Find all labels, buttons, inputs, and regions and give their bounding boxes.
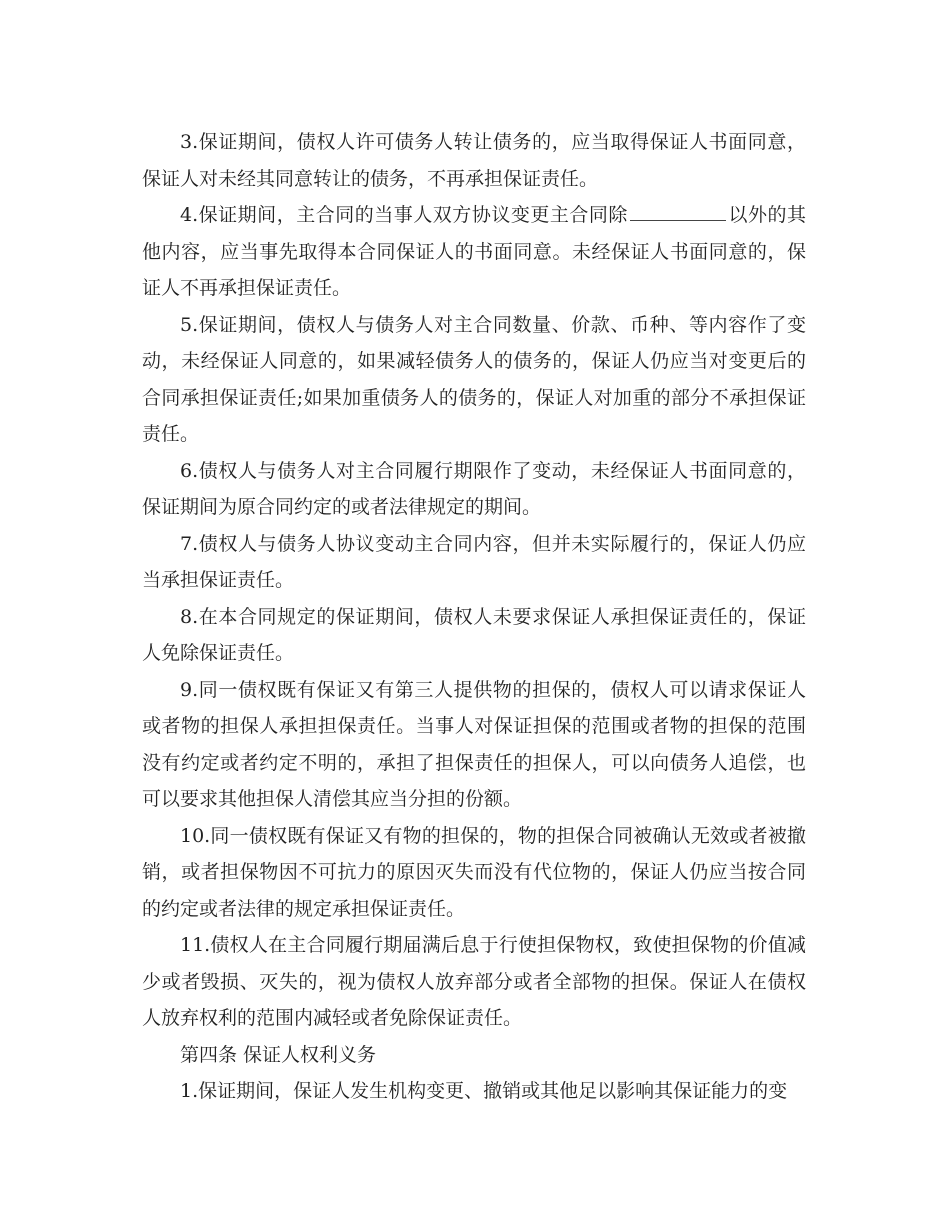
clause-7: 7.债权人与债务人协议变动主合同内容，但并未实际履行的，保证人仍应当承担保证责任。	[142, 532, 806, 591]
fill-in-blank	[630, 219, 726, 221]
clause-4-part-1: 4.保证期间，主合同的当事人双方协议变更主合同除	[180, 204, 628, 226]
section-heading: 第四条 保证人权利义务	[180, 1043, 377, 1066]
clause-3: 3.保证期间，债权人许可债务人转让债务的，应当取得保证人书面同意，保证人对未经其同意转让的债务，不再承担保证责任。	[142, 131, 806, 190]
clause-4	[142, 197, 806, 307]
clause-9: 9.同一债权既有保证又有第三人提供物的担保的，债权人可以请求保证人或者物的担保人承担担保责任。当事人对保证担保的范围或者物的担保的范围没有约定或者约定不明的，承担了担保责任的担保人，可以向债务人追偿，也可以要求其他担保人清偿其应当分担的份额。	[142, 678, 806, 810]
clause-6: 6.债权人与债务人对主合同履行期限作了变动，未经保证人书面同意的，保证期间为原合同约定的或者法律规定的期间。	[142, 459, 806, 518]
clause-5: 5.保证期间，债权人与债务人对主合同数量、价款、币种、等内容作了变动，未经保证人同意的，如果减轻债务人的债务的，保证人仍应当对变更后的合同承担保证责任;如果加重债务人的债务的，保证人对加重的部分不承担保证责任。	[142, 313, 806, 445]
clause-8: 8.在本合同规定的保证期间，债权人未要求保证人承担保证责任的，保证人免除保证责任。	[142, 605, 806, 664]
clause-11: 11.债权人在主合同履行期届满后息于行使担保物权，致使担保物的价值减少或者毁损、灭失的，视为债权人放弃部分或者全部物的担保。保证人在债权人放弃权利的范围内减轻或者免除保证责任。	[142, 934, 806, 1029]
document-page	[142, 124, 806, 1110]
clause-4-part-2: 以外的其他内容，应当事先取得本合同保证人的书面同意。未经保证人书面同意的，保证人不再承担保证责任。	[142, 204, 806, 299]
clause-10: 10.同一债权既有保证又有物的担保的，物的担保合同被确认无效或者被撤销，或者担保物因不可抗力的原因灭失而没有代位物的，保证人仍应当按合同的约定或者法律的规定承担保证责任。	[142, 824, 806, 920]
section-4-clause-1: 1.保证期间，保证人发生机构变更、撤销或其他足以影响其保证能力的变	[180, 1080, 788, 1102]
